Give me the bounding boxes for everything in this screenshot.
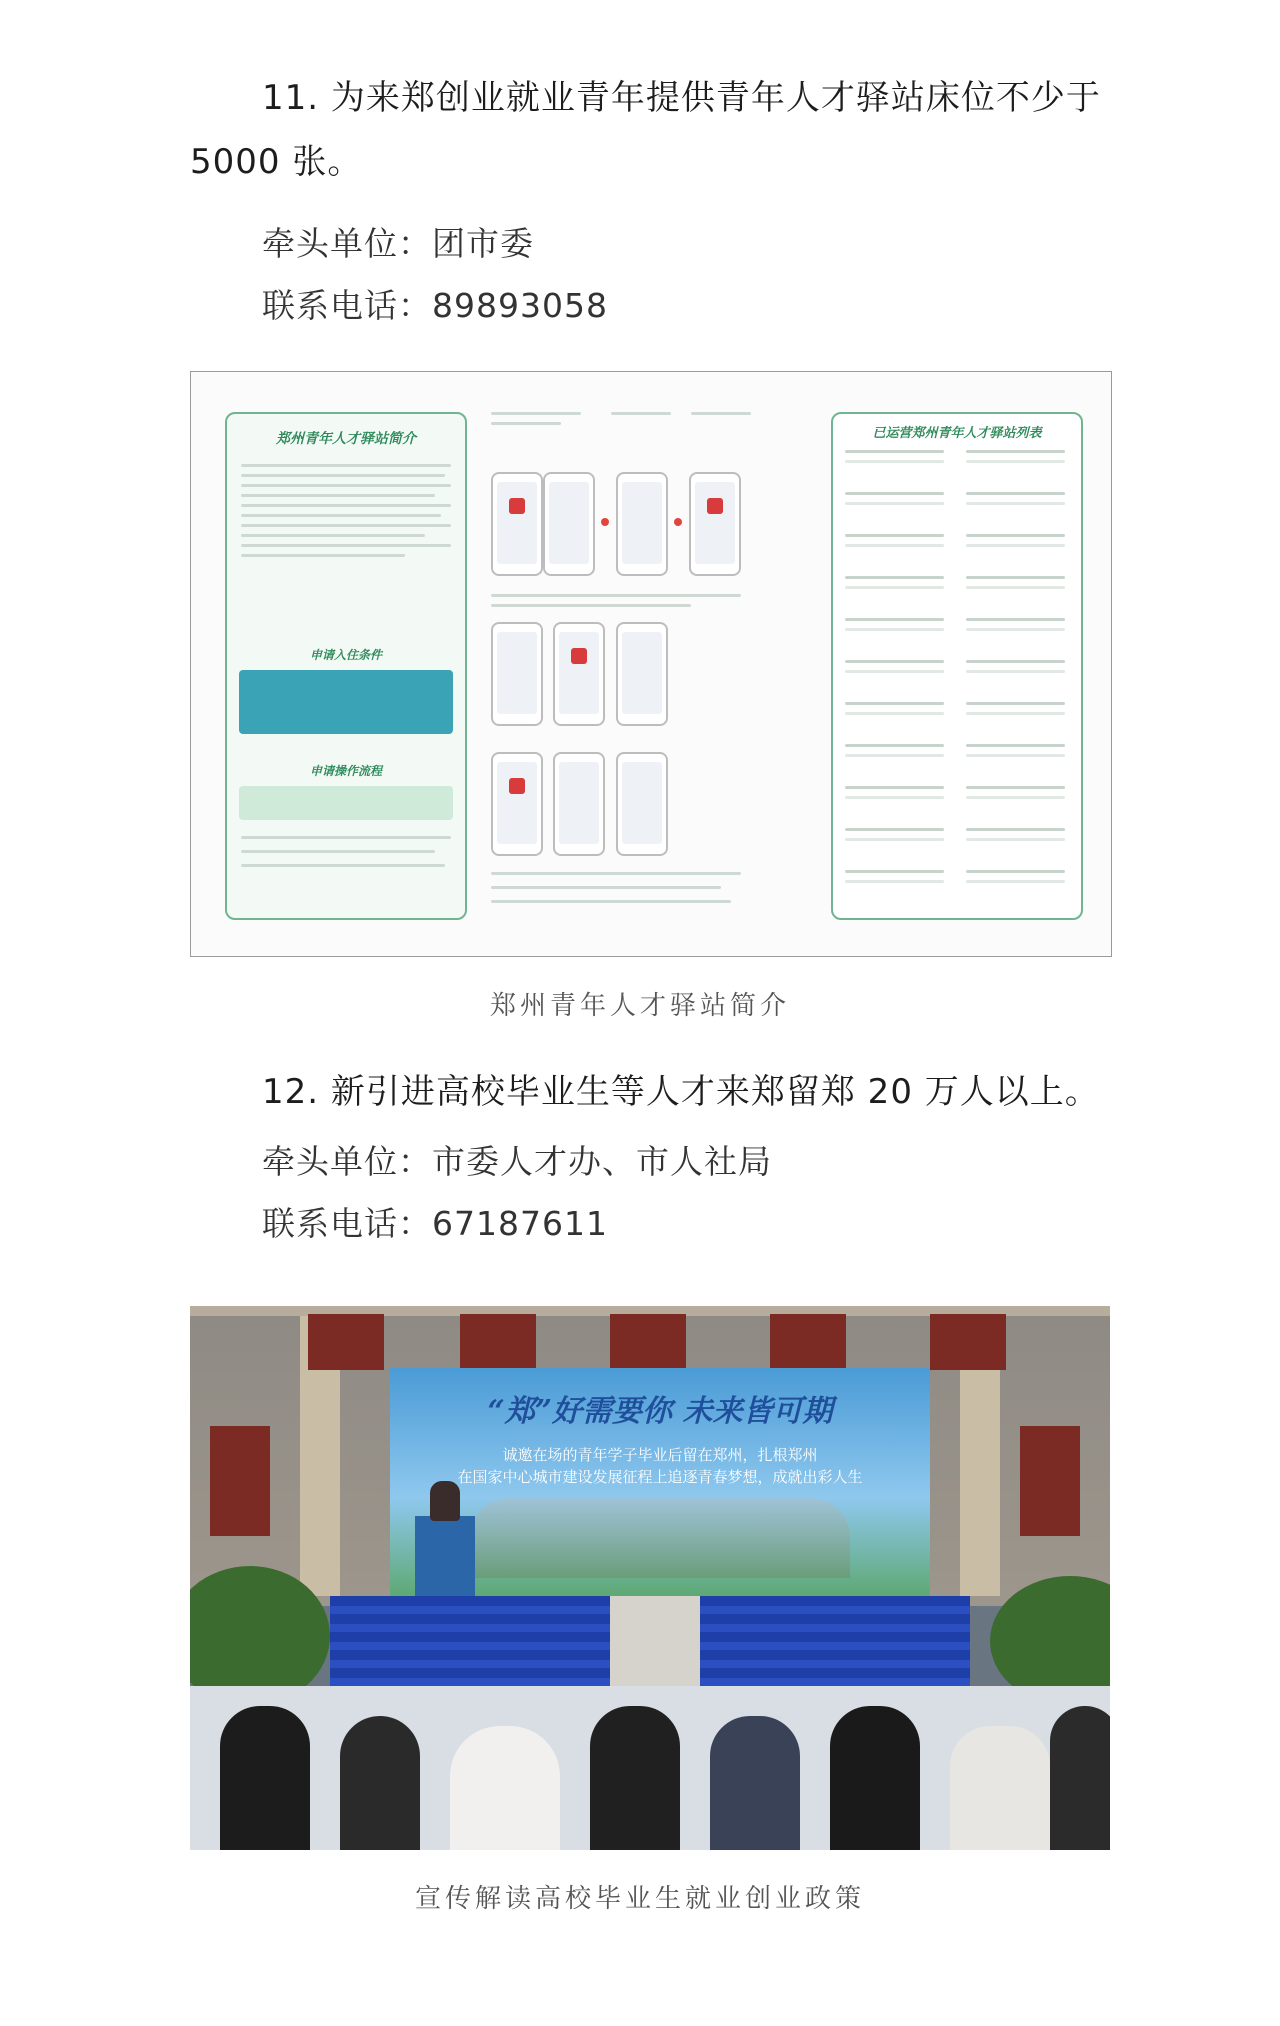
station-list-row-detail (966, 460, 1065, 463)
station-list-row (966, 576, 1065, 579)
brochure-station-list-title: 已运营郑州青年人才驿站列表 (872, 426, 1042, 441)
station-list-row-detail (966, 670, 1065, 673)
station-list-row (966, 702, 1065, 705)
station-list-row (845, 702, 944, 705)
item-12-title-text: 12. 新引进高校毕业生等人才来郑留郑 20 万人以上。 (262, 1072, 1100, 1112)
item-12-contact-phone (262, 1198, 608, 1245)
station-list-row (966, 870, 1065, 873)
station-list-row-detail (966, 712, 1065, 715)
station-list-row-detail (845, 796, 944, 799)
station-list-row (966, 660, 1065, 663)
station-list-row-detail (966, 628, 1065, 631)
station-list-row-detail (966, 880, 1065, 883)
station-list-row (845, 576, 944, 579)
station-list-row (845, 786, 944, 789)
item-11-contact-phone (262, 280, 608, 327)
station-list-row-detail (845, 502, 944, 505)
station-list-row-detail (845, 712, 944, 715)
youth-station-brochure-image (190, 371, 1112, 957)
station-list-row (966, 744, 1065, 747)
item-12-lead-unit (262, 1136, 772, 1183)
station-list-row (845, 744, 944, 747)
station-list-row-detail (845, 880, 944, 883)
lead-unit-value: 团市委 (432, 224, 534, 263)
station-list-row (845, 450, 944, 453)
station-list-row-detail (845, 754, 944, 757)
contact-phone-label: 联系电话： (262, 286, 432, 325)
banner-subtext-1: 诚邀在场的青年学子毕业后留在郑州，扎根郑州 (502, 1446, 818, 1464)
contact-phone-value: 67187611 (432, 1204, 608, 1243)
item-11-title (190, 66, 1110, 196)
station-list-row-detail (966, 754, 1065, 757)
station-list-row (845, 492, 944, 495)
station-list-row-detail (845, 544, 944, 547)
station-list-row-detail (966, 838, 1065, 841)
station-list-row (845, 534, 944, 537)
graduate-policy-event-photo (190, 1306, 1110, 1850)
station-list-row (966, 786, 1065, 789)
station-list-row (966, 828, 1065, 831)
item-11-lead-unit (262, 218, 534, 265)
station-list-row-detail (845, 838, 944, 841)
item-12-title (190, 1060, 1110, 1124)
station-list-row (845, 870, 944, 873)
station-list-row (845, 828, 944, 831)
station-list-row-detail (966, 796, 1065, 799)
contact-phone-label: 联系电话： (262, 1204, 432, 1243)
item-11-title-line1: 11. 为来郑创业就业青年提供青年人才驿站床位不少于 (262, 78, 1101, 118)
station-list-row (966, 534, 1065, 537)
station-list-row (966, 618, 1065, 621)
station-list-row (966, 492, 1065, 495)
brochure-left-title: 郑州青年人才驿站简介 (276, 431, 416, 447)
station-list-row (845, 618, 944, 621)
station-list-row-detail (966, 502, 1065, 505)
station-list-row (845, 660, 944, 663)
contact-phone-value: 89893058 (432, 286, 608, 325)
brochure-left-panel (225, 412, 467, 920)
item-11-title-line2: 5000 张。 (190, 142, 363, 182)
lead-unit-label: 牵头单位： (262, 1142, 432, 1181)
station-list-row-detail (845, 628, 944, 631)
lead-unit-value: 市委人才办、市人社局 (432, 1142, 772, 1181)
brochure-process-heading: 申请操作流程 (309, 764, 382, 778)
banner-headline: “郑”好需要你 未来皆可期 (487, 1394, 833, 1429)
station-list-row-detail (966, 586, 1065, 589)
banner-subtext-2: 在国家中心城市建设发展征程上追逐青春梦想，成就出彩人生 (457, 1468, 863, 1486)
station-list-row-detail (845, 586, 944, 589)
figure-1-caption: 郑州青年人才驿站简介 (489, 991, 790, 1021)
station-list-row-detail (966, 544, 1065, 547)
brochure-right-panel (831, 412, 1083, 920)
station-list-row (966, 450, 1065, 453)
station-list-row-detail (845, 460, 944, 463)
brochure-conditions-heading: 申请入住条件 (309, 648, 382, 662)
figure-2-caption: 宣传解读高校毕业生就业创业政策 (414, 1884, 865, 1914)
station-list-row-detail (845, 670, 944, 673)
lead-unit-label: 牵头单位： (262, 224, 432, 263)
brochure-steps (491, 402, 801, 922)
